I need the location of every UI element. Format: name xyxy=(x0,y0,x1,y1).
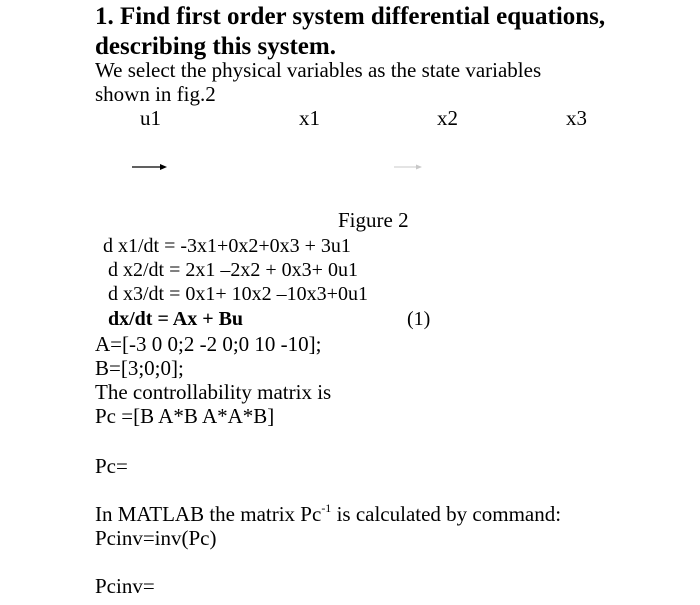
pc-result-label: Pc= xyxy=(95,454,128,478)
matlab-text-before: In MATLAB the matrix Pc xyxy=(95,502,322,526)
pc-definition: Pc =[B A*B A*A*B] xyxy=(95,404,275,428)
heading-line-2: describing this system. xyxy=(95,33,336,60)
figure-label-x1: x1 xyxy=(299,106,320,130)
matlab-text-after: is calculated by command: xyxy=(331,502,562,526)
input-arrow-icon xyxy=(130,160,170,174)
matlab-instruction xyxy=(95,502,561,527)
equation-dx3: d x3/dt = 0x1+ 10x2 –10x3+0u1 xyxy=(108,283,368,305)
faint-arrow-icon xyxy=(392,160,426,174)
figure-label-x3: x3 xyxy=(566,106,587,130)
matrix-b-definition: B=[3;0;0]; xyxy=(95,356,184,380)
intro-line-2: shown in fig.2 xyxy=(95,82,216,106)
equation-state-space: dx/dt = Ax + Bu xyxy=(108,308,244,330)
figure-label-x2: x2 xyxy=(437,106,458,130)
equation-number: (1) xyxy=(407,308,431,330)
matrix-a-definition: A=[-3 0 0;2 -2 0;0 10 -10]; xyxy=(95,332,322,356)
pcinv-result-label: Pcinv= xyxy=(95,574,155,598)
equation-dx1: d x1/dt = -3x1+0x2+0x3 + 3u1 xyxy=(103,235,351,257)
figure-caption: Figure 2 xyxy=(338,208,409,232)
equation-dx2: d x2/dt = 2x1 –2x2 + 0x3+ 0u1 xyxy=(108,259,358,281)
matlab-command: Pcinv=inv(Pc) xyxy=(95,526,217,550)
heading-line-1: 1. Find first order system differential equations, xyxy=(95,3,606,30)
figure-label-u1: u1 xyxy=(140,106,161,130)
controllability-text: The controllability matrix is xyxy=(95,380,332,404)
matlab-superscript: -1 xyxy=(321,501,332,515)
intro-line-1: We select the physical variables as the state variables xyxy=(95,58,542,82)
